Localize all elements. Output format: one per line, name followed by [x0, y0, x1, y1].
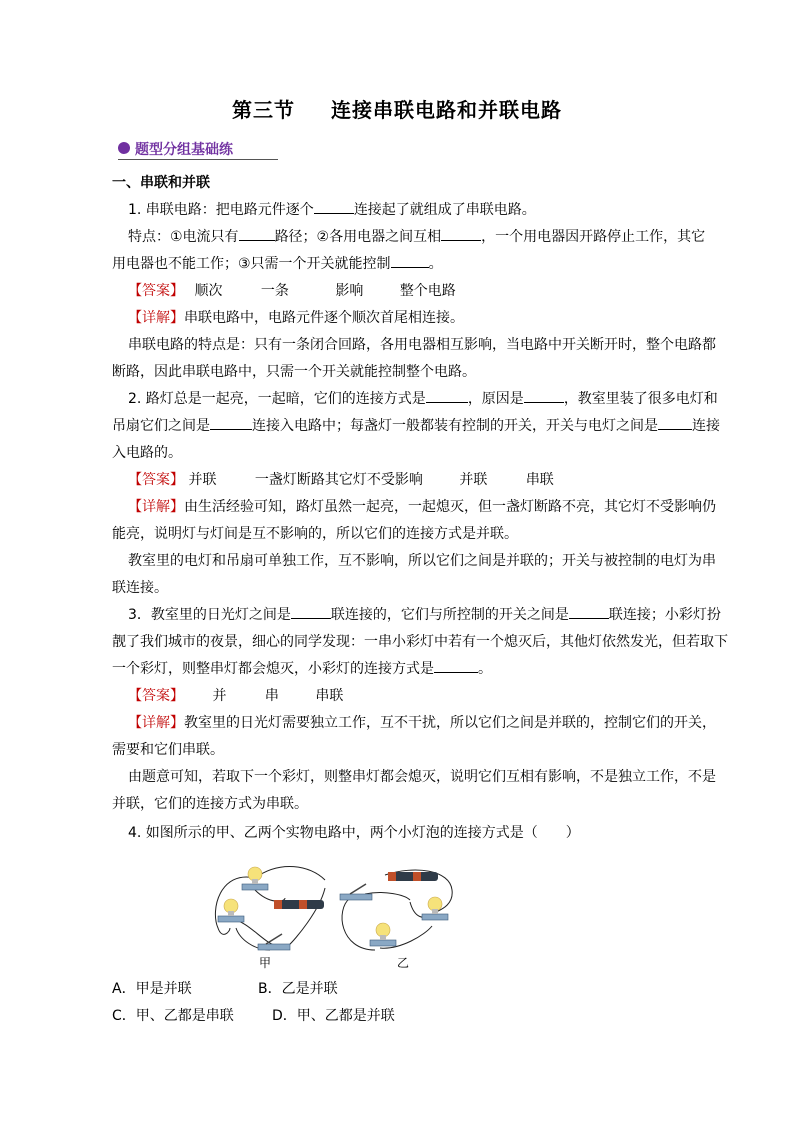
q3-text: 一个彩灯，则整串灯都会熄灭，小彩灯的连接方式是 [112, 661, 434, 677]
title-text: 连接串联电路和并联电路 [331, 98, 562, 122]
q1-text: 路径；②各用电器之间互相 [274, 229, 442, 245]
detail-text: 教室里的日光灯需要独立工作，互不干扰，所以它们之间是并联的，控制它们的开关， [184, 715, 716, 731]
q2-detail-line: 联连接。 [112, 580, 168, 596]
switch-lever-icon [350, 884, 366, 894]
detail-text: 串联电路中，电路元件逐个顺次首尾相连接。 [184, 310, 464, 326]
switch-base [258, 944, 290, 950]
q3-detail-line: 并联，它们的连接方式为串联。 [112, 796, 308, 812]
q3-text: 3．教室里的日光灯之间是 [128, 607, 291, 623]
option-a[interactable]: A．甲是并联 [112, 981, 192, 997]
q3-detail-line: 需要和它们串联。 [112, 742, 224, 758]
battery-terminal [299, 900, 307, 909]
q2-detail-line: 教室里的电灯和吊扇可单独工作，互不影响，所以它们之间是并联的；开关与被控制的电灯为串 [128, 553, 716, 569]
answer-label: 【答案】 [128, 688, 184, 704]
battery-terminal [274, 900, 282, 909]
answer-item: 并联 [188, 472, 217, 488]
answer-label: 【答案】 [128, 472, 184, 488]
figure-caption-yi: 乙 [397, 956, 410, 970]
answer-blank [391, 255, 429, 268]
q2-text: 连接入电路中；每盏灯一般都装有控制的开关，开关与电灯之间是 [252, 418, 658, 434]
bulb-socket [380, 935, 386, 940]
q2-text: ，教室里装了很多电灯和 [563, 391, 718, 407]
q2-detail [128, 496, 716, 516]
answer-item: 串联 [525, 472, 554, 488]
bulb-icon [376, 923, 390, 937]
bullet-dot-icon [118, 142, 130, 154]
page-title [0, 94, 794, 123]
q3-detail [128, 712, 716, 732]
q1-detail-line: 串联电路的特点是：只有一条闭合回路，各用电器相互影响，当电路中开关断开时，整个电路都 [128, 337, 716, 353]
answer-item: 一条 [260, 283, 289, 299]
section-header [118, 139, 278, 160]
figure-caption-jia: 甲 [259, 956, 272, 970]
section-header-label: 题型分组基础练 [135, 142, 233, 158]
subsection-heading: 一、串联和并联 [112, 175, 210, 191]
detail-label: 【详解】 [128, 715, 184, 731]
q2-answer [128, 469, 554, 489]
answer-blank [426, 390, 468, 403]
answer-item: 串联 [315, 688, 344, 704]
q2-line1 [128, 388, 718, 408]
answer-item: 整个电路 [399, 283, 456, 299]
q3-detail-line: 由题意可知，若取下一个彩灯，则整串灯都会熄灭，说明它们互相有影响，不是独立工作，不是 [128, 769, 716, 785]
lamp-base [218, 916, 244, 922]
answer-blank [239, 228, 275, 241]
answer-blank [314, 201, 354, 214]
answer-label: 【答案】 [128, 283, 184, 299]
answer-blank [569, 606, 609, 619]
answer-blank [434, 660, 478, 673]
answer-item: 串 [264, 688, 279, 704]
answer-blank [524, 390, 564, 403]
q2-line2 [112, 415, 720, 435]
q1-line3 [112, 253, 443, 273]
bulb-socket [432, 909, 438, 914]
q3-text: 联连接；小彩灯扮 [608, 607, 721, 623]
q3-line3 [112, 658, 492, 678]
option-c[interactable]: C．甲、乙都是串联 [112, 1008, 234, 1024]
q3-line2: 靓了我们城市的夜景，细心的同学发现：一串小彩灯中若有一个熄灭后，其他灯依然发光，但若取下 [112, 634, 728, 650]
q1-text: 特点：①电流只有 [128, 229, 239, 245]
q1-line2 [128, 226, 705, 246]
answer-item: 影响 [335, 283, 364, 299]
answer-item: 顺次 [194, 283, 223, 299]
bulb-socket [252, 879, 258, 884]
q3-text: 。 [478, 661, 492, 677]
bulb-socket [228, 911, 234, 916]
answer-item: 一盏灯断路其它灯不受影响 [254, 472, 423, 488]
q2-text: ，原因是 [467, 391, 524, 407]
answer-blank [441, 228, 481, 241]
option-d[interactable]: D．甲、乙都是并联 [272, 1008, 395, 1024]
q1-detail-line: 断路，因此串联电路中，只需一个开关就能控制整个电路。 [112, 364, 476, 380]
detail-text: 由生活经验可知，路灯虽然一起亮，一起熄灭，但一盏灯断路不亮，其它灯不受影响仍 [184, 499, 716, 515]
q1-text: 。 [428, 256, 443, 272]
q1-text: 1. 串联电路：把电路元件逐个 [128, 202, 314, 218]
answer-blank [658, 417, 692, 430]
detail-label: 【详解】 [128, 499, 184, 515]
bulb-icon [248, 867, 262, 881]
q2-text: 吊扇它们之间是 [112, 418, 210, 434]
q1-text: ，一个用电器因开路停止工作，其它 [481, 229, 706, 245]
q1-detail [128, 307, 464, 327]
switch-base [340, 894, 372, 900]
lamp-base [370, 940, 396, 946]
answer-blank [291, 606, 331, 619]
lamp-base [242, 884, 268, 890]
lamp-base [422, 914, 448, 920]
answer-item: 并联 [459, 472, 488, 488]
q1-text: 用电器也不能工作；③只需一个开关就能控制 [112, 256, 391, 272]
answer-blank [210, 417, 252, 430]
option-b[interactable]: B．乙是并联 [258, 981, 338, 997]
q1-text: 连接起了就组成了串联电路。 [353, 202, 536, 218]
battery-terminal [388, 872, 396, 881]
detail-label: 【详解】 [128, 310, 184, 326]
q3-line1 [128, 604, 721, 624]
answer-item: 并 [212, 688, 227, 704]
title-section-number: 第三节 [232, 98, 295, 122]
q2-text: 2. 路灯总是一起亮，一起暗，它们的连接方式是 [128, 391, 426, 407]
q4-stem: 4. 如图所示的甲、乙两个实物电路中，两个小灯泡的连接方式是（ ） [128, 825, 580, 841]
q3-text: 联连接的，它们与所控制的开关之间是 [330, 607, 569, 623]
circuit-figure [200, 850, 470, 970]
q2-text: 连接 [692, 418, 720, 434]
q3-answer [128, 685, 343, 705]
switch-lever-icon [266, 934, 282, 944]
bulb-icon [224, 899, 238, 913]
bulb-icon [428, 897, 442, 911]
battery-terminal [413, 872, 421, 881]
q2-detail-line: 能亮，说明灯与灯间是互不影响的，所以它们的连接方式是并联。 [112, 526, 518, 542]
q1-answer [128, 280, 456, 300]
q1-line1 [128, 199, 536, 219]
q2-line3: 入电路的。 [112, 445, 182, 461]
